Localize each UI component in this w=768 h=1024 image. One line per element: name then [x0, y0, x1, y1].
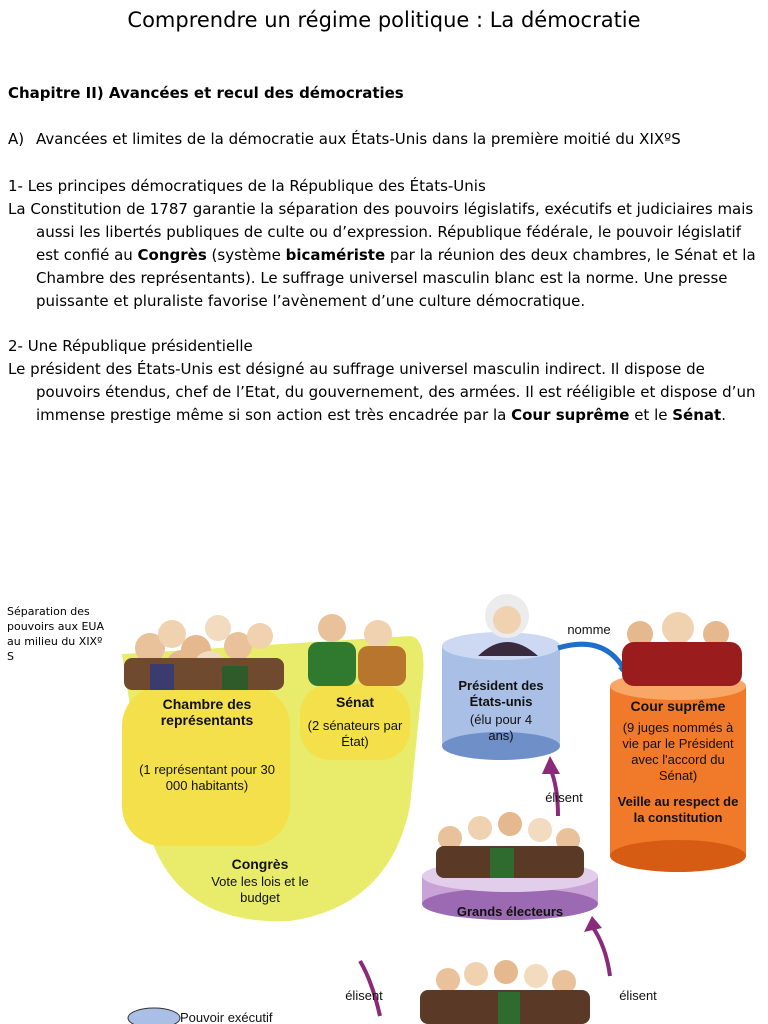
electorate-crowd: [420, 960, 590, 1024]
page-title: Comprendre un régime politique : La démocratie: [127, 8, 641, 32]
cour-judges-illustration: [622, 612, 742, 686]
section-1-text-c: par la réunion des deux chambres, le Sénat et la Chambre des représentants). Le suffrage universel masculin blanc est la norme. Une presse puissante et pluraliste favorise l’avènement d’une culture démocratique.: [36, 246, 756, 310]
section-a-letter: A): [8, 130, 25, 148]
section-2-text-c: .: [721, 406, 726, 424]
elisent-right-label: élisent: [619, 988, 657, 1003]
section-a-heading: [8, 130, 681, 148]
section-a-text: Avancées et limites de la démocratie aux États-Unis dans la première moitié du XIXºS: [36, 130, 681, 148]
diagram-caption: Séparation des pouvoirs aux EUA au milieu du XIXº S: [7, 605, 104, 663]
chambre-title: Chambre des représentants: [160, 696, 254, 728]
section-2-bold-cour-supreme: Cour suprême: [511, 406, 630, 424]
grands-electeurs-crowd: [436, 812, 584, 878]
elisent-left-label: élisent: [345, 988, 383, 1003]
section-1-bold-bicameriste: bicamériste: [285, 246, 386, 264]
legend-executif-label: Pouvoir exécutif: [180, 1010, 273, 1024]
section-1-text-a: La Constitution de 1787 garantie la séparation des pouvoirs législatifs, exécutifs et judiciaires mais aussi les libertés publiques de culte ou d’expression. République fédérale, le pouvoir législatif est confié au: [8, 200, 754, 264]
elisent-top-arrowhead: [542, 756, 560, 774]
section-2-text-a: Le président des États-Unis est désigné au suffrage universel masculin indirect. Il dispose de pouvoirs étendus, chef de l’Etat, du gouvernement, des armées. Il est rééligible et dispose d’un immense prestige même si son action est très encadrée par la: [8, 360, 756, 424]
section-1-paragraph: [8, 198, 760, 313]
elisent-top-label: élisent: [545, 790, 583, 805]
cour-detail: (9 juges nommés à vie par le Président avec l'accord du Sénat): [622, 720, 734, 783]
section-2: [8, 335, 760, 427]
section-1-bold-congres: Congrès: [137, 246, 207, 264]
senat-detail: (2 sénateurs par État): [307, 718, 403, 749]
chapter-heading: Chapitre II) Avancées et recul des démocraties: [8, 84, 404, 102]
president-title: Président des États-unis: [458, 678, 544, 709]
section-1-text-b: (système: [206, 246, 286, 264]
cour-title: Cour suprême: [630, 698, 726, 714]
section-2-bold-senat: Sénat: [672, 406, 722, 424]
section-2-heading: 2- Une République présidentielle: [8, 337, 253, 355]
congres-title: Congrès: [231, 856, 289, 872]
nomme-arrow: [558, 644, 625, 671]
chambre-detail: (1 représentant pour 30 000 habitants): [139, 762, 275, 793]
section-2-text-b: et le: [629, 406, 673, 424]
elisent-right-arrowhead: [584, 916, 602, 932]
separation-of-powers-diagram: [110, 576, 768, 1024]
section-1: [8, 175, 760, 313]
elisent-right-arrow: [592, 926, 610, 976]
grands-electeurs-label: Grands électeurs: [456, 904, 564, 919]
section-1-heading: 1- Les principes démocratiques de la République des États-Unis: [8, 177, 486, 195]
nomme-label: nomme: [567, 622, 611, 637]
section-2-paragraph: [8, 358, 760, 427]
president-detail: (élu pour 4 ans): [469, 712, 533, 743]
senat-title: Sénat: [335, 694, 375, 710]
legend-executif-swatch: [128, 1008, 180, 1024]
congres-detail: Vote les lois et le budget: [211, 874, 309, 905]
cour-role: Veille au respect de la constitution: [617, 794, 739, 825]
